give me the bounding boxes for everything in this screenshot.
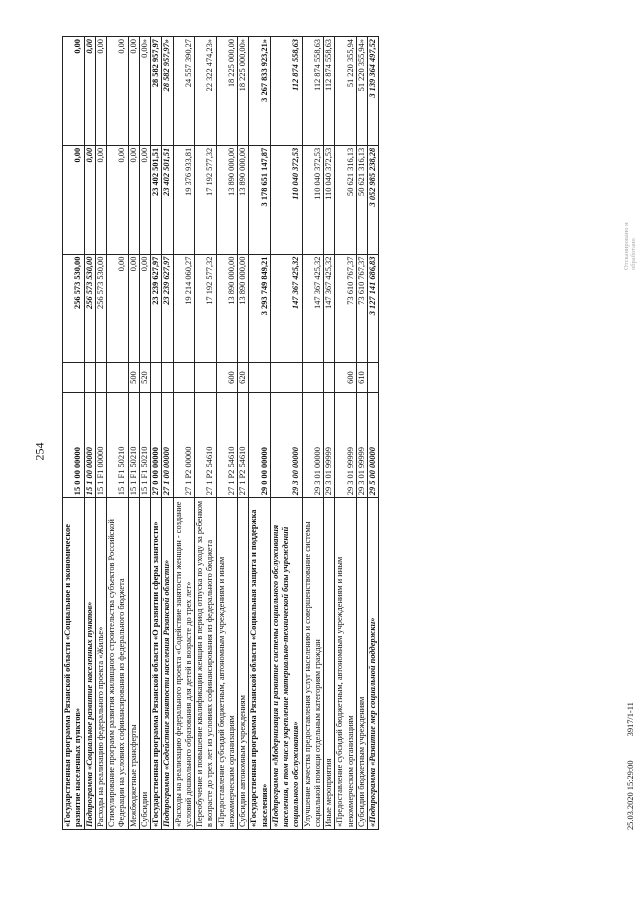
table-row <box>84 37 95 830</box>
row-value-2021-cell: 110 040 372,53 <box>270 145 302 254</box>
row-value-2021-cell: 13 890 000,00 <box>238 145 249 254</box>
row-value-2021-cell: 0,00 <box>128 145 139 254</box>
table-row <box>249 37 271 830</box>
row-name-cell: «Предоставление субсидий бюджетным, автономным учреждениям и иным некоммерческим организациям <box>216 498 238 830</box>
table-row <box>173 37 195 830</box>
row-name-cell: Субсидии автономным учреждениям <box>238 498 249 830</box>
row-code-cell: 27 1 P2 54610 <box>238 392 249 498</box>
row-code-cell: 27 1 00 00000 <box>162 392 173 498</box>
row-value-2020-cell: 147 367 425,32 <box>324 254 335 363</box>
row-code-cell: 15 1 F1 50210 <box>107 392 129 498</box>
row-value-2022-cell: 24 557 390,27 <box>173 37 195 146</box>
row-code-cell: 29 3 01 99999 <box>324 392 335 498</box>
row-name-cell: Подпрограмма «Социальное развитие населенных пунктов» <box>84 498 95 830</box>
row-value-2020-cell: 0,00 <box>139 254 150 363</box>
row-value-2022-cell: 112 874 558,63 <box>270 37 302 146</box>
row-value-2021-cell: 17 192 577,32 <box>195 145 217 254</box>
table-row <box>270 37 302 830</box>
row-code-cell: 27 1 P2 54610 <box>216 392 238 498</box>
row-code-cell: 29 3 01 99999 <box>356 392 367 498</box>
row-value-2020-cell: 256 573 530,00 <box>84 254 95 363</box>
row-value-2021-cell: 23 402 501,51 <box>151 145 162 254</box>
row-value-2022-cell: 22 322 474,23» <box>195 37 217 146</box>
row-value-2022-cell: 51 220 355,94» <box>356 37 367 146</box>
row-code-cell: 15 1 00 00000 <box>84 392 95 498</box>
row-value-2020-cell: 17 192 577,32 <box>195 254 217 363</box>
row-vr-cell <box>63 363 85 392</box>
table-row <box>356 37 367 830</box>
row-code-cell: 27 1 P2 00000 <box>173 392 195 498</box>
row-vr-cell: 520 <box>139 363 150 392</box>
row-name-cell: Переобучение и повышение квалификации женщин в период отпуска по уходу за ребенком в возрасте до трех лет из условиях софинансирования из федерального бюджета <box>195 498 217 830</box>
row-value-2021-cell: 3 052 985 238,28 <box>368 145 379 254</box>
row-value-2020-cell: 19 214 060,27 <box>173 254 195 363</box>
row-value-2022-cell: 51 220 355,94 <box>335 37 357 146</box>
row-code-cell: 29 3 00 00000 <box>270 392 302 498</box>
rotated-content <box>62 36 637 830</box>
row-vr-cell <box>249 363 271 392</box>
table-row <box>107 37 129 830</box>
row-value-2020-cell: 3 293 749 849,21 <box>249 254 271 363</box>
row-name-cell: Иные мероприятия <box>324 498 335 830</box>
row-value-2021-cell: 0,00 <box>63 145 85 254</box>
row-name-cell: «Подпрограмма «Развитие мер социальной поддержки» <box>368 498 379 830</box>
row-value-2022-cell: 3 139 364 497,52 <box>368 37 379 146</box>
row-value-2020-cell: 13 890 000,00 <box>238 254 249 363</box>
row-value-2022-cell: 3 267 833 923,21» <box>249 37 271 146</box>
row-value-2022-cell: 112 874 558,63 <box>324 37 335 146</box>
row-value-2020-cell: 23 239 627,97 <box>151 254 162 363</box>
table-row <box>335 37 357 830</box>
document-sheet <box>62 36 637 830</box>
row-value-2022-cell: 28 582 957,97 <box>151 37 162 146</box>
row-name-cell: Субсидии <box>139 498 150 830</box>
row-code-cell: 29 0 00 00000 <box>249 392 271 498</box>
row-name-cell: Подпрограмма «Содействие занятости населения Рязанской области» <box>162 498 173 830</box>
row-code-cell: 15 0 00 00000 <box>63 392 85 498</box>
table-row <box>195 37 217 830</box>
table-row <box>302 37 324 830</box>
table-row <box>162 37 173 830</box>
row-value-2021-cell: 0,00 <box>107 145 129 254</box>
row-value-2022-cell: 18 225 000,00» <box>238 37 249 146</box>
table-row <box>63 37 85 830</box>
budget-table <box>62 36 379 830</box>
row-vr-cell <box>162 363 173 392</box>
row-vr-cell <box>368 363 379 392</box>
row-value-2020-cell: 0,00 <box>107 254 129 363</box>
row-value-2020-cell: 3 127 141 686,83 <box>368 254 379 363</box>
row-value-2022-cell: 112 874 558,63 <box>302 37 324 146</box>
row-value-2022-cell: 0,00 <box>107 37 129 146</box>
row-value-2022-cell: 0,00 <box>84 37 95 146</box>
row-vr-cell: 600 <box>335 363 357 392</box>
row-name-cell: Стимулирование программ развития жилищного строительства субъектов Российской Федерации на условиях софинансирования из федерального бюджета <box>107 498 129 830</box>
row-code-cell: 27 0 00 00000 <box>151 392 162 498</box>
row-vr-cell <box>302 363 324 392</box>
row-value-2021-cell: 110 040 372,53 <box>324 145 335 254</box>
row-code-cell: 29 3 01 99999 <box>335 392 357 498</box>
row-value-2022-cell: 0,00 <box>63 37 85 146</box>
row-value-2020-cell: 13 890 000,00 <box>216 254 238 363</box>
row-vr-cell <box>95 363 106 392</box>
row-vr-cell <box>151 363 162 392</box>
page-number: 254 <box>32 442 47 461</box>
row-code-cell: 15 1 F1 00000 <box>95 392 106 498</box>
row-name-cell: Субсидии бюджетным учреждениям <box>356 498 367 830</box>
row-vr-cell: 610 <box>356 363 367 392</box>
row-value-2021-cell: 0,00 <box>95 145 106 254</box>
row-vr-cell: 620 <box>238 363 249 392</box>
row-name-cell: «Государственная программа Рязанской области «Социальное и экономическое развитие населенных пунктов» <box>63 498 85 830</box>
row-code-cell: 15 1 F1 50210 <box>139 392 150 498</box>
row-name-cell: «Подпрограмма «Модернизация и развитие системы социального обслуживания населения, в том числе укрепление материально-технической базы учреждений социального обслуживания» <box>270 498 302 830</box>
footer-datetime: 25.03.2020 15:29:00 <box>626 760 635 830</box>
row-code-cell: 29 3 01 00000 <box>302 392 324 498</box>
row-name-cell: «Предоставление субсидий бюджетным, автономным учреждениям и иным некоммерческим организациям <box>335 498 357 830</box>
footer-doc-id: 3917/1-11 <box>626 702 635 737</box>
row-value-2022-cell: 18 225 000,00 <box>216 37 238 146</box>
table-row <box>95 37 106 830</box>
watermark-line-1: Отсканировано и <box>622 222 630 270</box>
row-value-2021-cell: 50 621 316,13 <box>335 145 357 254</box>
row-vr-cell <box>84 363 95 392</box>
table-row <box>324 37 335 830</box>
table-row <box>139 37 150 830</box>
row-name-cell: «Государственная программа Рязанской области «О развитии сферы занятости» <box>151 498 162 830</box>
row-value-2021-cell: 0,00 <box>84 145 95 254</box>
row-name-cell: «Государственная программа Рязанской области «Социальная защита и поддержка населения» <box>249 498 271 830</box>
row-value-2021-cell: 3 178 651 147,87 <box>249 145 271 254</box>
row-value-2021-cell: 23 402 501,51 <box>162 145 173 254</box>
table-row <box>128 37 139 830</box>
row-value-2020-cell: 73 610 767,37 <box>335 254 357 363</box>
row-value-2022-cell: 0,00» <box>139 37 150 146</box>
table-row <box>238 37 249 830</box>
table-row <box>216 37 238 830</box>
row-value-2020-cell: 23 239 627,97 <box>162 254 173 363</box>
row-code-cell: 29 5 00 00000 <box>368 392 379 498</box>
row-value-2021-cell: 50 621 316,13 <box>356 145 367 254</box>
row-value-2022-cell: 0,00 <box>95 37 106 146</box>
footer <box>626 680 635 830</box>
row-value-2020-cell: 256 573 530,00 <box>95 254 106 363</box>
row-code-cell: 27 1 P2 54610 <box>195 392 217 498</box>
row-vr-cell <box>107 363 129 392</box>
table-row <box>368 37 379 830</box>
row-vr-cell: 600 <box>216 363 238 392</box>
row-name-cell: Улучшение качества предоставления услуг населению и совершенствование системы социальной помощи отдельным категориям граждан <box>302 498 324 830</box>
row-value-2020-cell: 147 367 425,32 <box>302 254 324 363</box>
row-value-2022-cell: 28 582 957,97» <box>162 37 173 146</box>
row-value-2021-cell: 0,00 <box>139 145 150 254</box>
row-code-cell: 15 1 F1 50210 <box>128 392 139 498</box>
table-body <box>63 37 379 830</box>
row-value-2020-cell: 147 367 425,32 <box>270 254 302 363</box>
row-vr-cell <box>324 363 335 392</box>
row-name-cell: «Расходы на реализацию федерального проекта «Содействие занятости женщин - создание условий дошкольного образования для детей в возрасте до трех лет» <box>173 498 195 830</box>
row-vr-cell: 500 <box>128 363 139 392</box>
row-value-2021-cell: 19 376 933,81 <box>173 145 195 254</box>
row-value-2020-cell: 256 573 530,00 <box>63 254 85 363</box>
row-vr-cell <box>270 363 302 392</box>
row-value-2021-cell: 13 890 000,00 <box>216 145 238 254</box>
row-value-2020-cell: 73 610 767,37 <box>356 254 367 363</box>
row-name-cell: Межбюджетные трансферты <box>128 498 139 830</box>
watermark-line-2: обработано <box>629 238 637 270</box>
row-name-cell: Расходы на реализацию федерального проекта «Жилье» <box>95 498 106 830</box>
table-row <box>151 37 162 830</box>
scan-watermark <box>623 222 637 270</box>
row-value-2021-cell: 110 040 372,53 <box>302 145 324 254</box>
row-value-2022-cell: 0,00 <box>128 37 139 146</box>
row-vr-cell <box>173 363 195 392</box>
row-value-2020-cell: 0,00 <box>128 254 139 363</box>
row-vr-cell <box>195 363 217 392</box>
